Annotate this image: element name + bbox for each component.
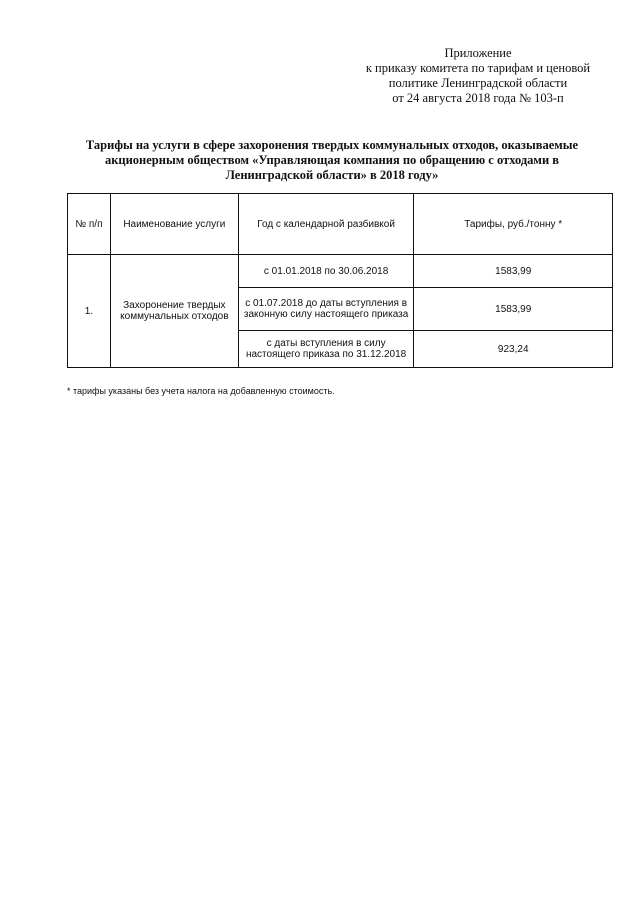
tariff-table <box>67 193 613 368</box>
period-cell: с 01.07.2018 до даты вступления в законную силу настоящего приказа <box>238 288 414 331</box>
period-cell: с даты вступления в силу настоящего приказа по 31.12.2018 <box>238 331 414 368</box>
header-period: Год с календарной разбивкой <box>238 194 414 255</box>
period-cell: с 01.01.2018 по 30.06.2018 <box>238 255 414 288</box>
tariff-cell: 923,24 <box>414 331 613 368</box>
document-title: Тарифы на услуги в сфере захоронения твердых коммунальных отходов, оказываемые акционерным обществом «Управляющая компания по обращению с отходами в Ленинградской области» в 2018 году» <box>85 138 579 182</box>
appendix-block <box>340 46 616 106</box>
appendix-line: от 24 августа 2018 года № 103-п <box>392 91 564 105</box>
header-num: № п/п <box>68 194 111 255</box>
tariff-cell: 1583,99 <box>414 255 613 288</box>
appendix-line: к приказу комитета по тарифам и ценовой <box>365 61 591 75</box>
header-service: Наименование услуги <box>110 194 238 255</box>
table-row <box>68 255 613 288</box>
appendix-line: политике Ленинградской области <box>388 76 568 90</box>
row-num: 1. <box>68 255 111 368</box>
header-tariff: Тарифы, руб./тонну * <box>414 194 613 255</box>
table-header-row <box>68 194 613 255</box>
appendix-line: Приложение <box>444 46 512 60</box>
tariff-cell: 1583,99 <box>414 288 613 331</box>
footnote: * тарифы указаны без учета налога на добавленную стоимость. <box>67 386 335 396</box>
row-service: Захоронение твердых коммунальных отходов <box>110 255 238 368</box>
